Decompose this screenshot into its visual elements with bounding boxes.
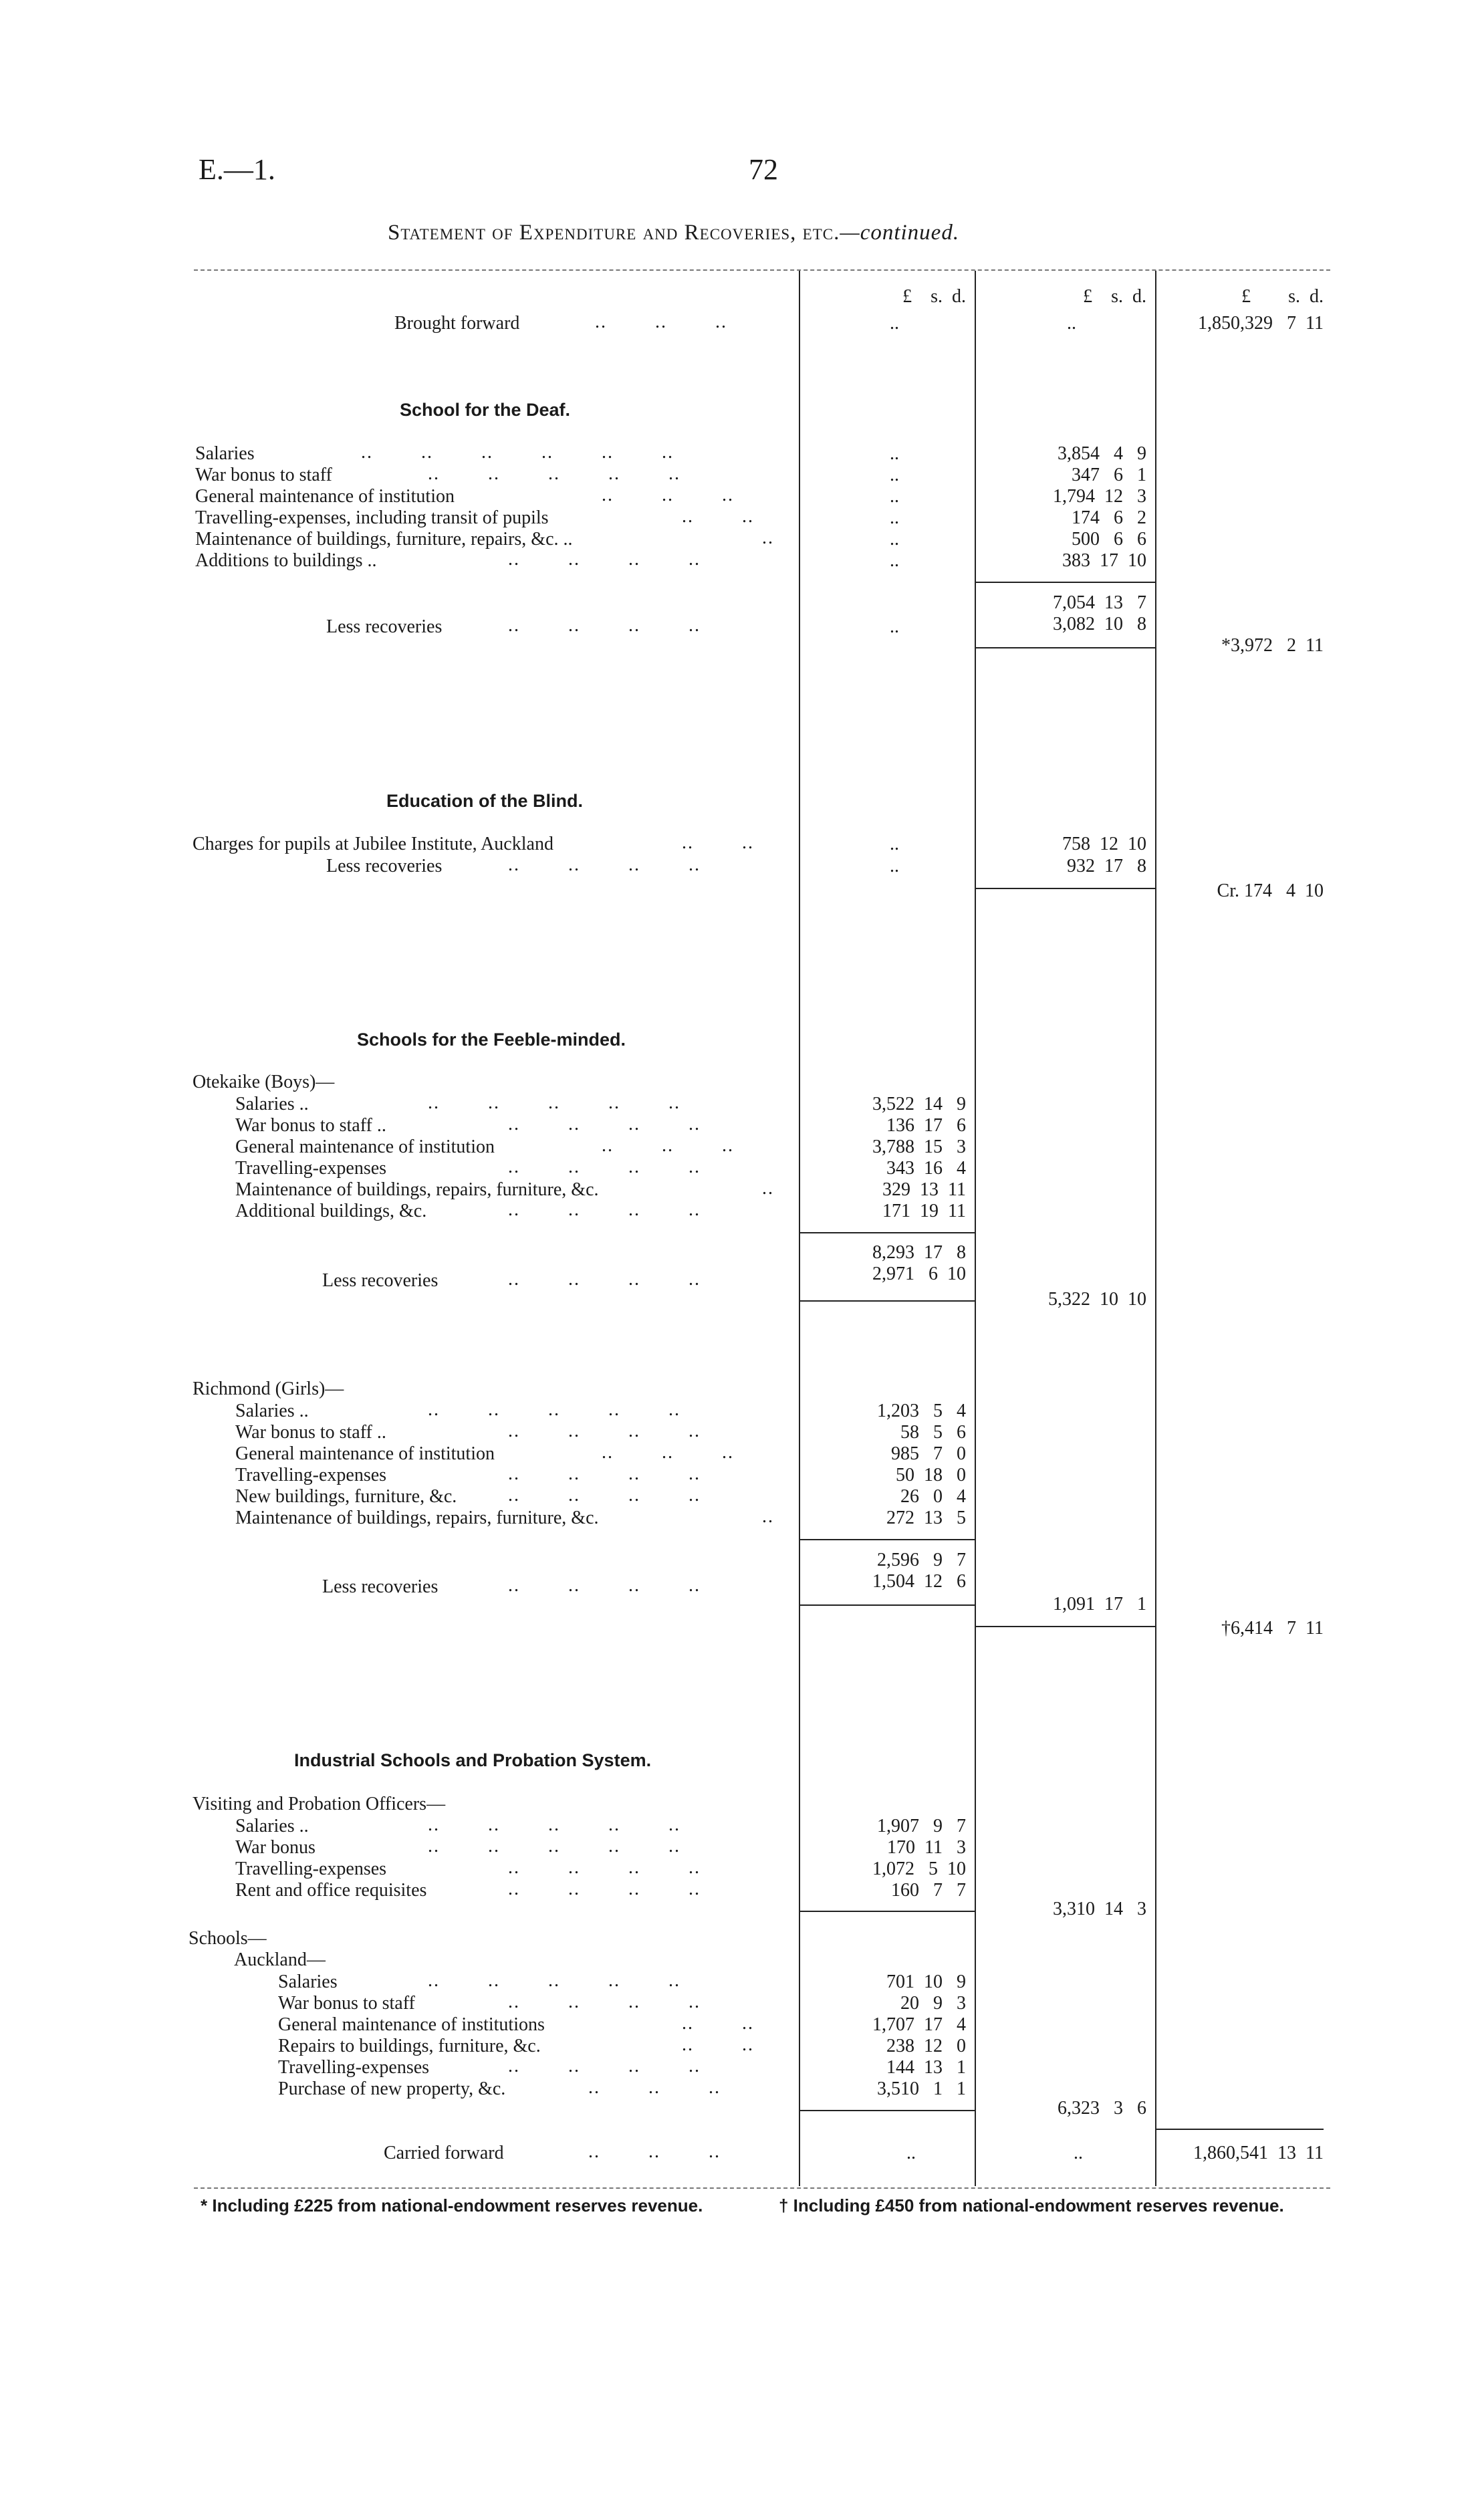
col1-currency-header: £ s. d.: [902, 286, 966, 307]
deaf-less-col1: ..: [890, 616, 899, 637]
leader-dots: .. .. .. .. ..: [428, 1092, 681, 1113]
visiting-item-label: Travelling-expenses: [235, 1859, 387, 1879]
blind-charges-label: Charges for pupils at Jubilee Institute, Auckland: [193, 834, 553, 854]
leader-dots: ..: [762, 1506, 774, 1527]
visiting-item-label: War bonus: [235, 1837, 316, 1858]
otekaike-item-amount: 329 13 11: [882, 1179, 966, 1200]
leader-dots: .. .. .. ..: [508, 1879, 701, 1899]
carried-forward-col1: ..: [906, 2143, 916, 2163]
otekaike-net-rule: [800, 1300, 975, 1302]
richmond-less-recoveries-label: Less recoveries: [322, 1576, 439, 1597]
visiting-item-amount: 1,907 9 7: [877, 1816, 966, 1836]
richmond-item-label: General maintenance of institution: [235, 1443, 495, 1464]
leader-dots: .. .. ..: [602, 1442, 734, 1463]
carried-forward-col2: ..: [1074, 2143, 1083, 2163]
leader-dots: .. .. .. ..: [508, 549, 701, 570]
auckland-item-amount: 3,510 1 1: [877, 2078, 966, 2099]
richmond-item-amount: 58 5 6: [900, 1422, 966, 1443]
otekaike-item-label: War bonus to staff ..: [235, 1115, 386, 1136]
leader-dots: .. .. .. ..: [508, 1199, 701, 1220]
footnote-dagger: † Including £450 from national-endowment reserves revenue.: [779, 2195, 1284, 2216]
deaf-item-amount: 3,854 4 9: [1058, 443, 1146, 464]
leader-dots: .. .. .. ..: [508, 854, 701, 875]
deaf-net-rule: [976, 647, 1155, 648]
top-rule: [194, 269, 1330, 271]
leader-dots: .. .. .. .. ..: [428, 1970, 681, 1991]
richmond-item-amount: 272 13 5: [886, 1508, 966, 1528]
deaf-item-col1: ..: [890, 529, 899, 550]
richmond-item-label: New buildings, furniture, &c.: [235, 1486, 457, 1507]
leader-dots: ..: [762, 527, 774, 548]
deaf-item-amount: 500 6 6: [1072, 529, 1146, 550]
carried-forward-rule: [1156, 2129, 1324, 2130]
otekaike-item-amount: 136 17 6: [886, 1115, 966, 1136]
otekaike-item-label: Travelling-expenses: [235, 1158, 387, 1179]
leader-dots: .. .. .. .. ..: [428, 463, 681, 484]
section-heading-deaf: School for the Deaf.: [400, 400, 571, 420]
leader-dots: .. .. ..: [602, 485, 734, 505]
deaf-item-col1: ..: [890, 507, 899, 528]
visiting-total: 3,310 14 3: [1053, 1899, 1146, 1919]
deaf-item-label: Maintenance of buildings, furniture, repairs, &c. ..: [195, 529, 573, 550]
section-heading-blind: Education of the Blind.: [386, 791, 583, 811]
leader-dots: .. ..: [682, 506, 754, 527]
richmond-item-amount: 985 7 0: [891, 1443, 966, 1464]
carried-forward-label: Carried forward: [384, 2143, 504, 2163]
otekaike-item-label: Additional buildings, &c.: [235, 1201, 427, 1221]
leader-dots: .. ..: [682, 2013, 754, 2034]
auckland-item-label: Salaries: [278, 1971, 338, 1992]
blind-less-recoveries-label: Less recoveries: [326, 856, 443, 876]
blind-net-total: Cr. 174 4 10: [1217, 880, 1324, 901]
visiting-item-label: Rent and office requisites: [235, 1880, 427, 1901]
leader-dots: .. .. ..: [588, 2141, 721, 2162]
leader-dots: .. .. .. ..: [508, 2056, 701, 2076]
otekaike-item-amount: 343 16 4: [886, 1158, 966, 1179]
deaf-item-amount: 347 6 1: [1072, 465, 1146, 485]
auckland-label: Auckland—: [234, 1949, 326, 1970]
col3-currency-header: £ s. d.: [1241, 286, 1324, 307]
auckland-item-amount: 144 13 1: [886, 2057, 966, 2078]
feeble-minded-total: †6,414 7 11: [1221, 1618, 1324, 1639]
visiting-item-amount: 1,072 5 10: [872, 1859, 966, 1879]
brought-forward-col3: 1,850,329 7 11: [1198, 313, 1324, 334]
deaf-item-label: Additions to buildings ..: [195, 550, 377, 571]
blind-net-rule: [976, 888, 1155, 889]
richmond-item-label: War bonus to staff ..: [235, 1422, 386, 1443]
visiting-item-amount: 170 11 3: [887, 1837, 966, 1858]
feeble-total-rule: [976, 1626, 1155, 1627]
deaf-item-label: Travelling-expenses, including transit of pupils: [195, 507, 549, 528]
richmond-net-total: 1,091 17 1: [1053, 1594, 1146, 1615]
auckland-total: 6,323 3 6: [1058, 2098, 1146, 2119]
richmond-item-amount: 26 0 4: [900, 1486, 966, 1507]
section-heading-industrial: Industrial Schools and Probation System.: [294, 1750, 652, 1770]
otekaike-item-amount: 171 19 11: [882, 1201, 966, 1221]
deaf-item-amount: 383 17 10: [1062, 550, 1146, 571]
leader-dots: .. .. .. .. ..: [428, 1399, 681, 1420]
visiting-officers-label: Visiting and Probation Officers—: [193, 1794, 446, 1814]
brought-forward-label: Brought forward: [394, 313, 520, 334]
deaf-item-label: Salaries: [195, 443, 255, 464]
blind-less-recoveries-value: 932 17 8: [1067, 856, 1146, 876]
otekaike-item-amount: 3,788 15 3: [872, 1137, 966, 1157]
richmond-item-label: Maintenance of buildings, repairs, furniture, &c.: [235, 1508, 599, 1528]
auckland-item-label: Repairs to buildings, furniture, &c.: [278, 2036, 541, 2056]
leader-dots: .. .. ..: [595, 312, 727, 332]
leader-dots: .. .. .. ..: [508, 1575, 701, 1596]
otekaike-less-recoveries-value: 2,971 6 10: [872, 1264, 966, 1284]
otekaike-item-label: Salaries ..: [235, 1094, 309, 1114]
leader-dots: ..: [762, 1178, 774, 1199]
deaf-item-label: General maintenance of institution: [195, 486, 455, 507]
leader-dots: .. .. .. ..: [508, 1485, 701, 1506]
richmond-item-amount: 50 18 0: [896, 1465, 966, 1485]
leader-dots: .. .. .. ..: [508, 1269, 701, 1290]
footnote-star: * Including £225 from national-endowment reserves revenue.: [201, 2195, 703, 2216]
leader-dots: .. ..: [682, 2034, 754, 2055]
auckland-item-amount: 20 9 3: [900, 1993, 966, 2014]
col2-currency-header: £ s. d.: [1083, 286, 1146, 307]
brought-forward-col2: ..: [1067, 313, 1076, 334]
auckland-item-label: Travelling-expenses: [278, 2057, 430, 2078]
deaf-item-col1: ..: [890, 465, 899, 485]
leader-dots: .. .. .. ..: [508, 1114, 701, 1134]
deaf-item-col1: ..: [890, 550, 899, 571]
otekaike-less-recoveries-label: Less recoveries: [322, 1270, 439, 1291]
deaf-less-recoveries-value: 3,082 10 8: [1053, 614, 1146, 634]
otekaike-item-label: Maintenance of buildings, repairs, furniture, &c.: [235, 1179, 599, 1200]
richmond-subtotal: 2,596 9 7: [877, 1550, 966, 1570]
auckland-total-rule: [800, 2110, 975, 2111]
auckland-item-amount: 701 10 9: [886, 1971, 966, 1992]
richmond-item-label: Salaries ..: [235, 1401, 309, 1421]
leader-dots: .. .. .. ..: [508, 615, 701, 636]
auckland-item-amount: 1,707 17 4: [872, 2014, 966, 2035]
leader-dots: .. .. .. ..: [508, 1421, 701, 1441]
schools-label: Schools—: [189, 1928, 267, 1949]
deaf-item-label: War bonus to staff: [195, 465, 332, 485]
leader-dots: .. ..: [682, 832, 754, 853]
leader-dots: .. .. .. .. .. ..: [361, 442, 674, 463]
otekaike-net-total: 5,322 10 10: [1048, 1289, 1146, 1310]
page-title-main: Statement of Expenditure and Recoveries, etc.: [388, 221, 840, 245]
leader-dots: .. .. .. .. ..: [428, 1814, 681, 1835]
deaf-item-amount: 174 6 2: [1072, 507, 1146, 528]
auckland-item-amount: 238 12 0: [886, 2036, 966, 2056]
otekaike-item-amount: 3,522 14 9: [872, 1094, 966, 1114]
deaf-less-recoveries-label: Less recoveries: [326, 616, 443, 637]
leader-dots: .. .. ..: [602, 1135, 734, 1156]
otekaike-item-label: General maintenance of institution: [235, 1137, 495, 1157]
page-title-continued: —continued.: [840, 221, 960, 245]
deaf-subtotal: 7,054 13 7: [1053, 592, 1146, 613]
otekaike-subtotal: 8,293 17 8: [872, 1242, 966, 1263]
blind-charges-value: 758 12 10: [1062, 834, 1146, 854]
section-heading-feeble-minded: Schools for the Feeble-minded.: [357, 1030, 626, 1050]
visiting-item-amount: 160 7 7: [891, 1880, 966, 1901]
column-rule-3: [1155, 271, 1156, 2186]
otekaike-subtotal-rule: [800, 1232, 975, 1233]
leader-dots: .. .. .. ..: [508, 1157, 701, 1177]
otekaike-label: Otekaike (Boys)—: [193, 1072, 335, 1092]
deaf-item-col1: ..: [890, 486, 899, 507]
leader-dots: .. .. .. ..: [508, 1463, 701, 1484]
richmond-net-rule: [800, 1604, 975, 1606]
auckland-item-label: War bonus to staff: [278, 1993, 415, 2014]
visiting-item-label: Salaries ..: [235, 1816, 309, 1836]
brought-forward-col1: ..: [890, 313, 899, 334]
bottom-rule: [194, 2187, 1330, 2189]
visiting-total-rule: [800, 1911, 975, 1912]
page-number: 72: [749, 153, 778, 186]
deaf-net-total: *3,972 2 11: [1221, 635, 1324, 656]
auckland-item-label: General maintenance of institutions: [278, 2014, 545, 2035]
auckland-item-label: Purchase of new property, &c.: [278, 2078, 506, 2099]
richmond-subtotal-rule: [800, 1539, 975, 1540]
richmond-item-amount: 1,203 5 4: [877, 1401, 966, 1421]
carried-forward-col3: 1,860,541 13 11: [1193, 2143, 1324, 2163]
richmond-item-label: Travelling-expenses: [235, 1465, 387, 1485]
document-reference: E.—1.: [199, 153, 275, 186]
deaf-item-amount: 1,794 12 3: [1053, 486, 1146, 507]
blind-charges-col1: ..: [890, 834, 899, 854]
deaf-subtotal-rule: [976, 582, 1155, 583]
richmond-label: Richmond (Girls)—: [193, 1379, 344, 1399]
leader-dots: .. .. ..: [588, 2077, 721, 2098]
deaf-item-col1: ..: [890, 443, 899, 464]
blind-less-col1: ..: [890, 856, 899, 876]
page-title: [388, 221, 959, 245]
leader-dots: .. .. .. .. ..: [428, 1836, 681, 1857]
richmond-less-recoveries-value: 1,504 12 6: [872, 1571, 966, 1592]
column-rule-2: [975, 271, 976, 2186]
column-rule-1: [799, 271, 800, 2186]
leader-dots: .. .. .. ..: [508, 1857, 701, 1878]
leader-dots: .. .. .. ..: [508, 1992, 701, 2012]
